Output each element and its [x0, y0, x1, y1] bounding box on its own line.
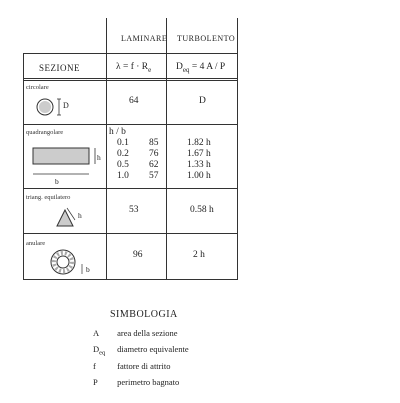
row-line-5 — [23, 233, 238, 234]
legend-desc-1: area della sezione — [117, 328, 178, 338]
table-outer-left — [23, 53, 24, 280]
legend-desc-4: perimetro bagnato — [117, 377, 180, 387]
header-laminare: LAMINARE — [121, 34, 168, 43]
quad-turb-1: 1.82 h — [187, 138, 211, 148]
triangolare-dim: h — [78, 211, 82, 220]
quadrangolare-dim-b: b — [55, 177, 59, 186]
legend-symbol-2: $D_{eq}$ — [93, 344, 106, 357]
row-line-3 — [23, 124, 238, 125]
legend-symbol-3: f — [93, 361, 96, 371]
quad-lam-4: 57 — [149, 171, 159, 181]
row-line-1 — [23, 53, 238, 54]
triangolare-laminar: 53 — [129, 205, 139, 215]
quad-ratio-1: 0.1 — [117, 138, 129, 148]
circolare-laminar: 64 — [129, 96, 139, 106]
ratio-header: h / b — [109, 127, 126, 137]
row-line-6 — [23, 279, 238, 280]
legend-row-4 — [93, 377, 179, 387]
row-line-4 — [23, 188, 238, 189]
triangolare-label: triang. equilatero — [26, 194, 71, 201]
quad-turb-4: 1.00 h — [187, 171, 211, 181]
legend-row-2 — [93, 344, 189, 357]
circolare-turb: D — [199, 96, 206, 106]
quad-ratio-4: 1.0 — [117, 171, 129, 181]
sezione-label: SEZIONE — [39, 63, 80, 73]
anulare-dim: b — [86, 265, 90, 274]
legend-desc-3: fattore di attrito — [117, 361, 171, 371]
triangolare-turb: 0.58 h — [190, 205, 214, 215]
quadrangolare-dim-h: h — [97, 153, 101, 162]
simbologia-title: SIMBOLOGIA — [110, 309, 178, 320]
legend-symbol-1: A — [93, 328, 100, 338]
quad-lam-1: 85 — [149, 138, 159, 148]
quadrangolare-label: quadrangolare — [26, 129, 64, 136]
anulare-laminar: 96 — [133, 250, 143, 260]
turbulent-formula: $D_{eq} = 4$ A / P — [176, 62, 226, 74]
legend-desc-2: diametro equivalente — [117, 344, 189, 354]
quad-ratio-2: 0.2 — [117, 149, 129, 159]
legend-row-1 — [93, 328, 178, 338]
col-line-left — [106, 18, 107, 280]
quad-turb-2: 1.67 h — [187, 149, 211, 159]
circolare-label: circolare — [26, 84, 49, 91]
friction-table — [23, 18, 238, 280]
anulare-turb: 2 h — [193, 250, 205, 260]
legend-symbol-4: P — [93, 377, 98, 387]
header-turbolento: TURBOLENTO — [177, 34, 236, 43]
quad-ratio-3: 0.5 — [117, 160, 129, 170]
col-line-right — [237, 18, 238, 280]
legend-row-3 — [93, 361, 170, 371]
anulare-label: anulare — [26, 240, 46, 247]
row-line-2 — [23, 78, 238, 79]
annulus-section-icon — [47, 246, 103, 278]
laminar-formula: $\lambda = f \cdot R_e$ — [116, 62, 152, 74]
col-line-mid — [166, 18, 167, 280]
quad-lam-3: 62 — [149, 160, 159, 170]
rectangle-section-icon — [29, 142, 105, 182]
quad-lam-2: 76 — [149, 149, 159, 159]
row-line-2b — [23, 80, 238, 81]
circolare-dim: D — [63, 101, 69, 110]
quad-turb-3: 1.33 h — [187, 160, 211, 170]
